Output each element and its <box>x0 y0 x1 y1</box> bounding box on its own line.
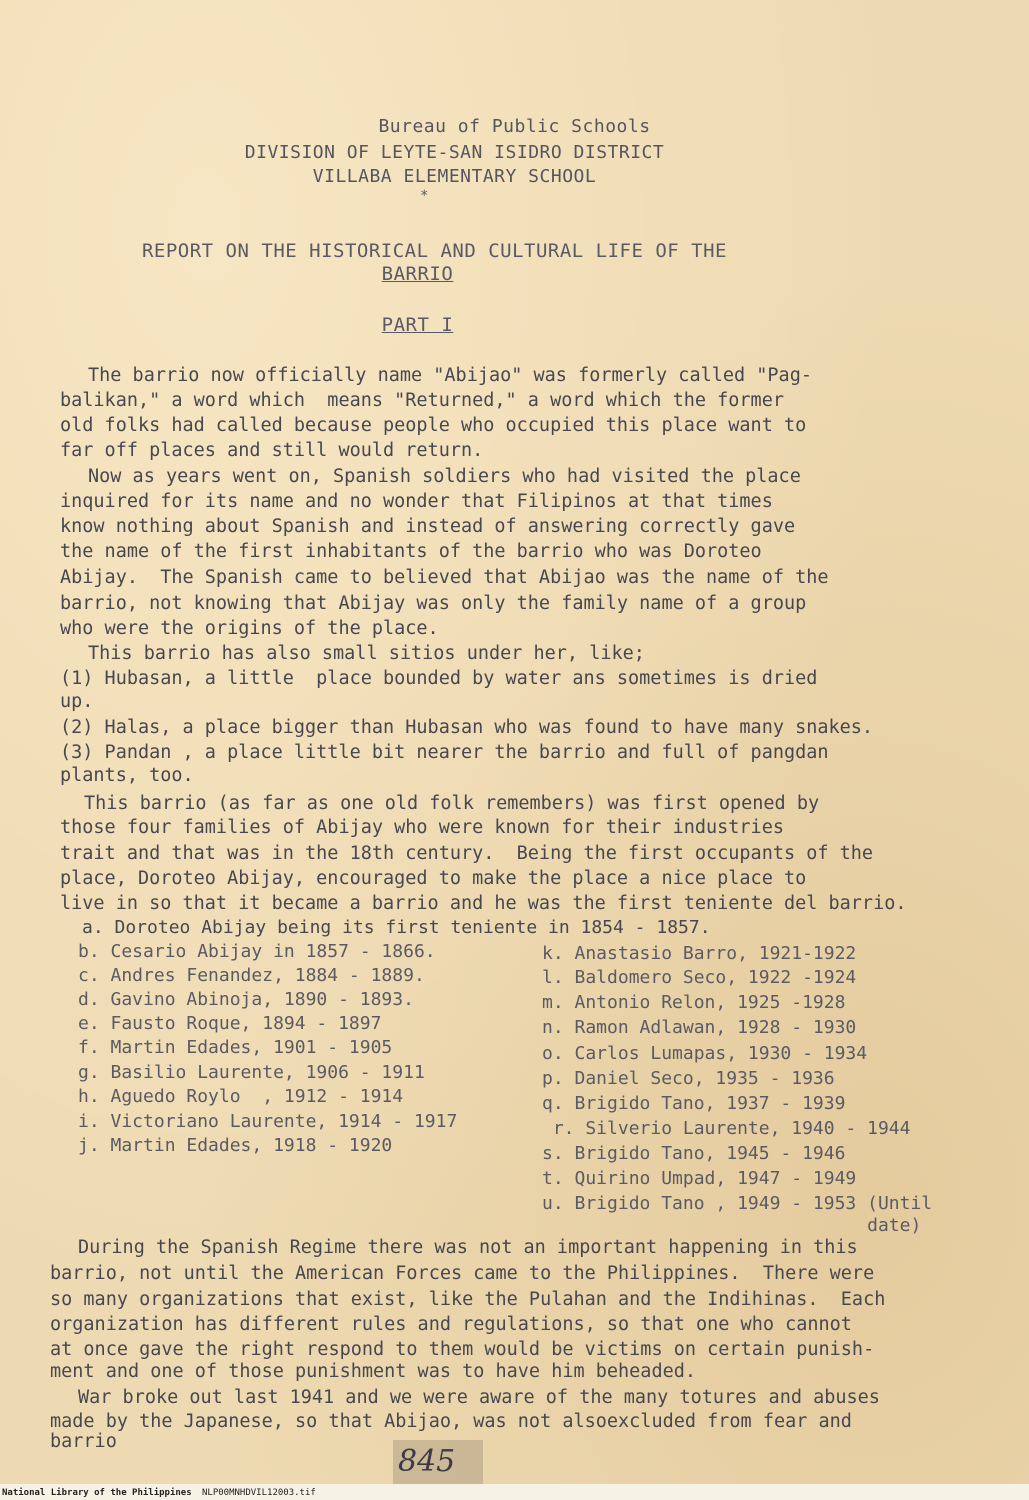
paragraph-line: made by the Japanese, so that Abijao, was not alsoexcluded from fear and <box>50 1411 852 1432</box>
report-title-barrio: BARRIO <box>381 263 454 285</box>
paragraph-line: old folks had called because people who occupied this place want to <box>60 415 807 436</box>
header-star: * <box>420 188 429 204</box>
paragraph-line: who were the origins of the place. <box>60 618 439 639</box>
teniente-list-item: o. Carlos Lumapas, 1930 - 1934 <box>542 1043 868 1064</box>
paragraph-line: trait and that was in the 18th century. Being the first occupants of the <box>60 843 874 864</box>
teniente-list-item: p. Daniel Seco, 1935 - 1936 <box>542 1068 835 1089</box>
paragraph-line: place, Doroteo Abijay, encouraged to make the place a nice place to <box>60 868 807 889</box>
paragraph-line: (3) Pandan , a place little bit nearer the barrio and full of pangdan <box>60 742 829 763</box>
header-division: DIVISION OF LEYTE-SAN ISIDRO DISTRICT <box>244 142 665 163</box>
paragraph-line: plants, too. <box>60 765 194 786</box>
teniente-list-item: s. Brigido Tano, 1945 - 1946 <box>542 1143 846 1164</box>
paragraph-line: up. <box>60 691 94 712</box>
paragraph-line: the name of the first inhabitants of the barrio who was Doroteo <box>60 541 762 562</box>
paragraph-line: This barrio (as far as one old folk remembers) was first opened by <box>84 793 820 814</box>
page-number: 845 <box>398 1444 456 1479</box>
teniente-list-item: h. Aguedo Roylo , 1912 - 1914 <box>78 1086 404 1107</box>
paragraph-line: barrio, not until the American Forces came to the Philippines. There were <box>50 1263 875 1284</box>
paragraph-line: balikan," a word which means "Returned," a word which the former <box>60 390 784 411</box>
teniente-list-item: e. Fausto Roque, 1894 - 1897 <box>78 1013 382 1034</box>
footer-filename: NLP00MNHDVIL12003.tif <box>202 1488 316 1498</box>
paragraph-line: organization has different rules and regulations, so that one who cannot <box>50 1314 852 1335</box>
footer-library: National Library of the Philippines <box>2 1488 192 1498</box>
report-title: REPORT ON THE HISTORICAL AND CULTURAL LIFE OF THE <box>141 240 727 262</box>
teniente-list-item: b. Cesario Abijay in 1857 - 1866. <box>78 941 436 962</box>
teniente-list-item: q. Brigido Tano, 1937 - 1939 <box>542 1093 846 1114</box>
teniente-list-item: u. Brigido Tano , 1949 - 1953 (Until <box>542 1193 933 1214</box>
paragraph-line: live in so that it became a barrio and he was the first teniente del barrio. <box>60 893 907 914</box>
paragraph-line: (2) Halas, a place bigger than Hubasan who was found to have many snakes. <box>60 717 874 738</box>
teniente-list-item: g. Basilio Laurente, 1906 - 1911 <box>78 1062 425 1083</box>
teniente-list-item: l. Baldomero Seco, 1922 -1924 <box>542 967 857 988</box>
paragraph-line: During the Spanish Regime there was not an important happening in this <box>78 1237 858 1258</box>
paragraph-line: barrio <box>50 1431 117 1452</box>
paragraph-line: Abijay. The Spanish came to believed that Abijao was the name of the <box>60 567 829 588</box>
paragraph-line: War broke out last 1941 and we were aware of the many totures and abuses <box>78 1387 880 1408</box>
paragraph-line: Now as years went on, Spanish soldiers who had visited the place <box>88 466 801 487</box>
paragraph-line: so many organizations that exist, like the Pulahan and the Indihinas. Each <box>50 1289 886 1310</box>
teniente-list-item: k. Anastasio Barro, 1921-1922 <box>542 943 857 964</box>
paragraph-line: This barrio has also small sitios under her, like; <box>88 643 645 664</box>
paragraph-line: at once gave the right respond to them would be victims on certain punish- <box>50 1339 875 1360</box>
teniente-list-item: d. Gavino Abinoja, 1890 - 1893. <box>78 989 414 1010</box>
teniente-list-item: c. Andres Fenandez, 1884 - 1889. <box>78 965 425 986</box>
teniente-list-item: n. Ramon Adlawan, 1928 - 1930 <box>542 1017 857 1038</box>
paragraph-line: know nothing about Spanish and instead of answering correctly gave <box>60 516 796 537</box>
teniente-list-item: m. Antonio Relon, 1925 -1928 <box>542 992 846 1013</box>
paragraph-line: those four families of Abijay who were known for their industries <box>60 817 784 838</box>
teniente-list-item: date) <box>542 1215 922 1236</box>
teniente-list-item: i. Victoriano Laurente, 1914 - 1917 <box>78 1111 458 1132</box>
paragraph-line: ment and one of those punishment was to have him beheaded. <box>50 1361 697 1382</box>
paragraph-line: barrio, not knowing that Abijay was only the family name of a group <box>60 593 807 614</box>
header-bureau: Bureau of Public Schools <box>378 116 651 137</box>
paragraph-line: (1) Hubasan, a little place bounded by water ans sometimes is dried <box>60 668 818 689</box>
teniente-list-item: f. Martin Edades, 1901 - 1905 <box>78 1037 393 1058</box>
paragraph-line: The barrio now officially name "Abijao" was formerly called "Pag- <box>88 365 812 386</box>
header-school: VILLABA ELEMENTARY SCHOOL <box>312 166 597 187</box>
part-heading: PART I <box>381 314 454 336</box>
paragraph-line: far off places and still would return. <box>60 440 484 461</box>
teniente-list-item: a. Doroteo Abijay being its first teniente in 1854 - 1857. <box>82 917 711 938</box>
teniente-list-item: j. Martin Edades, 1918 - 1920 <box>78 1135 393 1156</box>
teniente-list-item: r. Silverio Laurente, 1940 - 1944 <box>542 1118 911 1139</box>
paragraph-line: inquired for its name and no wonder that Filipinos at that times <box>60 491 773 512</box>
teniente-list-item: t. Quirino Umpad, 1947 - 1949 <box>542 1168 857 1189</box>
